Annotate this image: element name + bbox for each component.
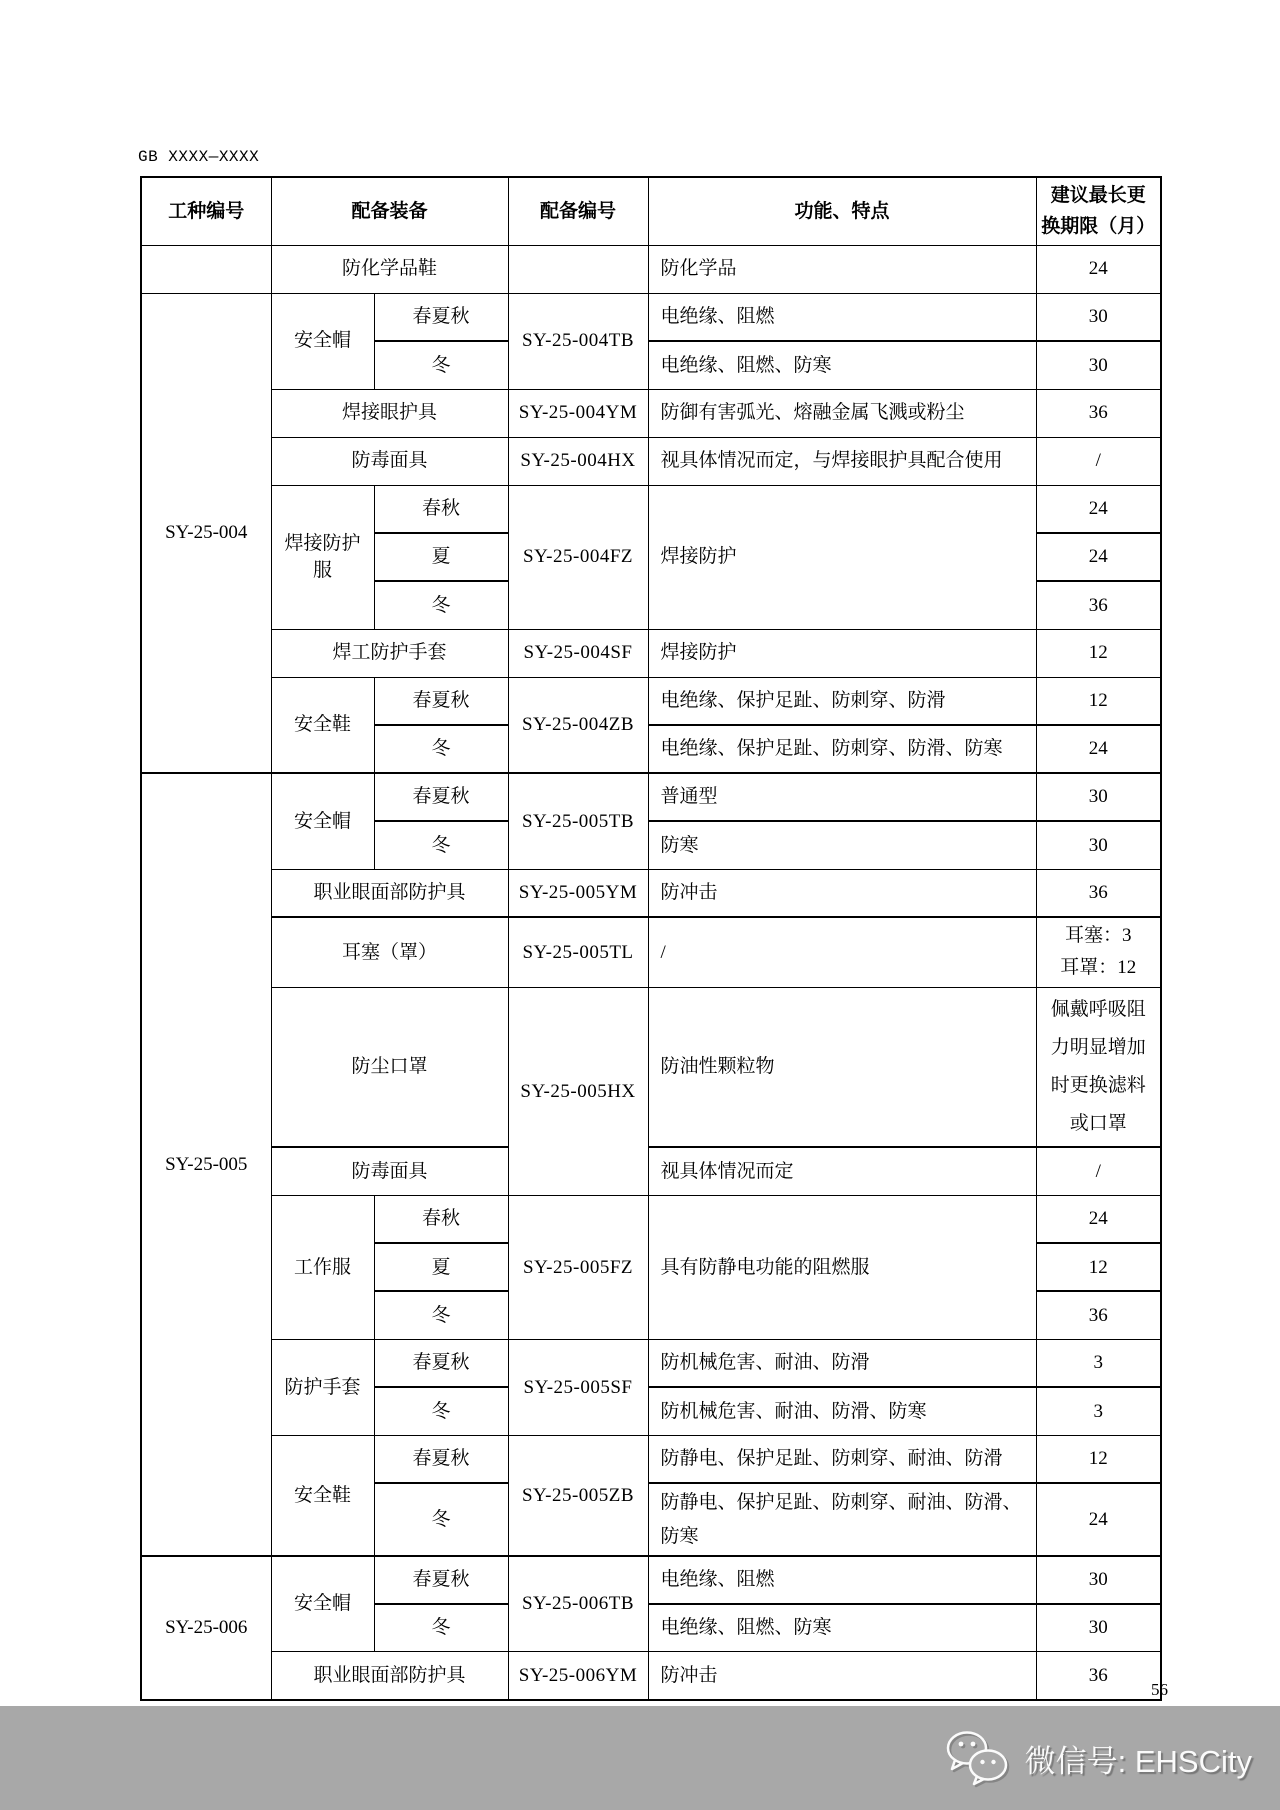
cell-equip-no: SY-25-004SF [508, 629, 648, 677]
cell-months: 24 [1036, 725, 1161, 773]
cell-features: 具有防静电功能的阻燃服 [648, 1195, 1036, 1339]
cell-features: 电绝缘、阻燃、防寒 [648, 341, 1036, 389]
table-row [141, 245, 1161, 293]
cell-months: 12 [1036, 677, 1161, 725]
cell-months: 36 [1036, 869, 1161, 917]
cell-features: / [648, 917, 1036, 987]
cell-months: 24 [1036, 245, 1161, 293]
cell-equipment: 防毒面具 [271, 437, 508, 485]
cell-season: 冬 [374, 725, 508, 773]
cell-equipment: 防护手套 [271, 1339, 374, 1435]
doc-code: GB XXXX—XXXX [138, 148, 260, 166]
cell-features: 防机械危害、耐油、防滑 [648, 1339, 1036, 1387]
cell-equip-no: SY-25-005ZB [508, 1435, 648, 1556]
table-row [141, 917, 1161, 987]
header-job-no: 工种编号 [141, 177, 271, 245]
cell-season: 冬 [374, 341, 508, 389]
cell-season: 冬 [374, 1291, 508, 1339]
cell-months: 36 [1036, 389, 1161, 437]
cell-equipment: 焊工防护手套 [271, 629, 508, 677]
cell-season: 春夏秋 [374, 293, 508, 341]
cell-equip-no: SY-25-005YM [508, 869, 648, 917]
cell-features: 电绝缘、保护足趾、防刺穿、防滑、防寒 [648, 725, 1036, 773]
header-replace-limit [1036, 177, 1161, 245]
cell-equipment: 职业眼面部防护具 [271, 869, 508, 917]
cell-equipment: 耳塞（罩） [271, 917, 508, 987]
table-row [141, 389, 1161, 437]
cell-equipment: 焊接防护服 [271, 485, 374, 629]
cell-months: 30 [1036, 1604, 1161, 1652]
cell-equipment: 工作服 [271, 1195, 374, 1339]
cell-months: 30 [1036, 293, 1161, 341]
cell-features: 防机械危害、耐油、防滑、防寒 [648, 1387, 1036, 1435]
table-row [141, 1652, 1161, 1700]
cell-features: 防静电、保护足趾、防刺穿、耐油、防滑 [648, 1435, 1036, 1483]
table-header-row [141, 177, 1161, 245]
cell-season: 春秋 [374, 1195, 508, 1243]
cell-equip-no: SY-25-006TB [508, 1556, 648, 1652]
cell-equip-no [508, 245, 648, 293]
cell-equipment: 安全帽 [271, 773, 374, 869]
cell-months: 12 [1036, 629, 1161, 677]
cell-equipment: 安全帽 [271, 293, 374, 389]
cell-season: 冬 [374, 821, 508, 869]
cell-months: 24 [1036, 485, 1161, 533]
cell-season: 夏 [374, 533, 508, 581]
cell-job-no: SY-25-005 [141, 773, 271, 1556]
cell-months: 24 [1036, 533, 1161, 581]
cell-months: 12 [1036, 1243, 1161, 1291]
cell-equip-no: SY-25-005TL [508, 917, 648, 987]
cell-equipment: 安全鞋 [271, 1435, 374, 1556]
cell-season: 春夏秋 [374, 677, 508, 725]
cell-months: 36 [1036, 581, 1161, 629]
equipment-table-wrap [140, 176, 1162, 1701]
cell-months: 36 [1036, 1291, 1161, 1339]
cell-equip-no: SY-25-005SF [508, 1339, 648, 1435]
cell-months: 30 [1036, 773, 1161, 821]
cell-equipment: 焊接眼护具 [271, 389, 508, 437]
table-row [141, 1147, 1161, 1195]
cell-features: 电绝缘、阻燃 [648, 1556, 1036, 1604]
cell-equipment: 防化学品鞋 [271, 245, 508, 293]
cell-equip-no: SY-25-004HX [508, 437, 648, 485]
header-equipment: 配备装备 [271, 177, 508, 245]
cell-features: 普通型 [648, 773, 1036, 821]
cell-equip-no: SY-25-004TB [508, 293, 648, 389]
cell-equip-no: SY-25-005TB [508, 773, 648, 869]
wechat-icon [943, 1729, 1013, 1787]
cell-months: / [1036, 437, 1161, 485]
table-row [141, 987, 1161, 1147]
cell-equip-no: SY-25-004YM [508, 389, 648, 437]
cell-months: 36 [1036, 1652, 1161, 1700]
cell-features: 防油性颗粒物 [648, 987, 1036, 1147]
cell-features: 电绝缘、阻燃 [648, 293, 1036, 341]
cell-season: 春夏秋 [374, 1556, 508, 1604]
cell-months: 30 [1036, 1556, 1161, 1604]
cell-features: 视具体情况而定，与焊接眼护具配合使用 [648, 437, 1036, 485]
cell-equipment: 防毒面具 [271, 1147, 508, 1195]
table-row [141, 1195, 1161, 1243]
cell-season: 冬 [374, 1387, 508, 1435]
header-equip-no: 配备编号 [508, 177, 648, 245]
cell-equipment: 职业眼面部防护具 [271, 1652, 508, 1700]
cell-months: / [1036, 1147, 1161, 1195]
cell-months [1036, 987, 1161, 1147]
table-row [141, 293, 1161, 341]
cell-months: 12 [1036, 1435, 1161, 1483]
cell-season: 春夏秋 [374, 1435, 508, 1483]
cell-equip-no: SY-25-005HX [508, 987, 648, 1195]
cell-equipment: 安全鞋 [271, 677, 374, 773]
table-row [141, 485, 1161, 533]
cell-features: 防冲击 [648, 1652, 1036, 1700]
wechat-id-text: 微信号: EHSCity [1024, 1743, 1252, 1779]
cell-season: 冬 [374, 1604, 508, 1652]
cell-season: 夏 [374, 1243, 508, 1291]
cell-season: 春夏秋 [374, 773, 508, 821]
table-row [141, 677, 1161, 725]
table-row [141, 1556, 1161, 1604]
cell-features: 电绝缘、阻燃、防寒 [648, 1604, 1036, 1652]
equipment-table [140, 176, 1162, 1701]
header-replace-limit-line2: 换期限（月） [1041, 216, 1156, 238]
cell-features: 防冲击 [648, 869, 1036, 917]
header-features: 功能、特点 [648, 177, 1036, 245]
cell-equip-no: SY-25-006YM [508, 1652, 648, 1700]
cell-season: 春夏秋 [374, 1339, 508, 1387]
cell-features: 焊接防护 [648, 629, 1036, 677]
cell-season: 冬 [374, 581, 508, 629]
cell-months: 30 [1036, 341, 1161, 389]
footer-watermark-bar [0, 1706, 1280, 1810]
table-row [141, 773, 1161, 821]
cell-equip-no: SY-25-004ZB [508, 677, 648, 773]
cell-months: 24 [1036, 1195, 1161, 1243]
cell-equipment: 安全帽 [271, 1556, 374, 1652]
months-line1: 耳塞：3 [1065, 925, 1132, 947]
months-note: 佩戴呼吸阻力明显增加时更换滤料或口罩 [1050, 999, 1146, 1135]
cell-features: 防化学品 [648, 245, 1036, 293]
cell-season: 冬 [374, 1483, 508, 1556]
cell-equip-no: SY-25-005FZ [508, 1195, 648, 1339]
cell-equipment: 防尘口罩 [271, 987, 508, 1147]
table-row [141, 437, 1161, 485]
cell-equip-no: SY-25-004FZ [508, 485, 648, 629]
table-row [141, 1435, 1161, 1483]
cell-job-no [141, 245, 271, 293]
wechat-watermark [943, 1729, 1252, 1787]
cell-months: 24 [1036, 1483, 1161, 1556]
header-replace-limit-line1: 建议最长更 [1050, 185, 1146, 206]
cell-months: 30 [1036, 821, 1161, 869]
page-number: 56 [1151, 1680, 1168, 1699]
cell-job-no: SY-25-006 [141, 1556, 271, 1700]
table-row [141, 629, 1161, 677]
cell-features: 焊接防护 [648, 485, 1036, 629]
cell-season: 春秋 [374, 485, 508, 533]
table-row [141, 1339, 1161, 1387]
cell-months: 3 [1036, 1387, 1161, 1435]
cell-features: 防御有害弧光、熔融金属飞溅或粉尘 [648, 389, 1036, 437]
table-row [141, 869, 1161, 917]
cell-months: 3 [1036, 1339, 1161, 1387]
cell-features: 防静电、保护足趾、防刺穿、耐油、防滑、防寒 [648, 1483, 1036, 1556]
cell-features: 电绝缘、保护足趾、防刺穿、防滑 [648, 677, 1036, 725]
cell-months [1036, 917, 1161, 987]
cell-features: 视具体情况而定 [648, 1147, 1036, 1195]
cell-job-no: SY-25-004 [141, 293, 271, 773]
cell-features: 防寒 [648, 821, 1036, 869]
months-line2: 耳罩：12 [1060, 957, 1137, 979]
